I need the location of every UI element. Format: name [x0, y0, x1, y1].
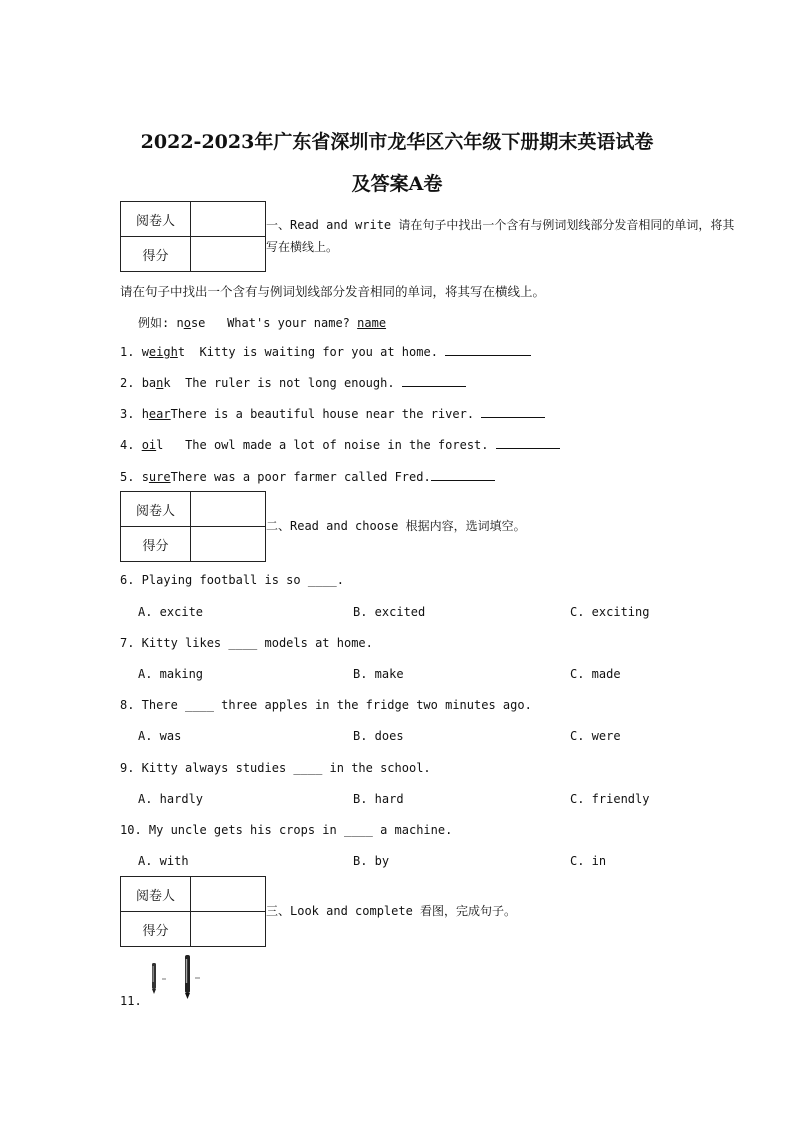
section2-heading: 二、Read and choose 根据内容，选词填空。 — [266, 519, 526, 533]
pen-small-icon — [148, 960, 168, 996]
question-9-stem: 9. Kitty always studies ____ in the school. — [120, 761, 431, 775]
reviewer-label: 阅卷人 — [121, 492, 191, 527]
score-label: 得分 — [121, 527, 191, 562]
question-4: 4. oil The owl made a lot of noise in the forest. — [120, 438, 560, 452]
q9-option-a[interactable]: A. hardly — [138, 792, 204, 806]
question-1: 1. weight Kitty is waiting for you at home. — [120, 345, 531, 359]
pen-large-icon — [182, 953, 206, 1001]
question-3: 3. hearThere is a beautiful house near the river. — [120, 407, 545, 421]
q6-option-a[interactable]: A. excite — [138, 605, 204, 619]
q10-option-c[interactable]: C. in — [570, 854, 607, 868]
score-label: 得分 — [121, 912, 191, 947]
document-title-line1: 2022-2023年广东省深圳市龙华区六年级下册期末英语试卷 — [140, 131, 654, 153]
section1-heading: 一、Read and write 请在句子中找出一个含有与例词划线部分发音相同的单词，将其 写在横线上。 — [266, 218, 735, 254]
example-answer: name — [357, 316, 387, 330]
score-cell — [191, 237, 266, 272]
example-word: nose — [176, 316, 206, 330]
example-line: 例如: nose What's your name? name — [138, 316, 387, 330]
score-cell — [191, 912, 266, 947]
question-8-stem: 8. There ____ three apples in the fridge two minutes ago. — [120, 698, 532, 712]
section3-heading: 三、Look and complete 看图，完成句子。 — [266, 904, 517, 918]
score-box-2 — [120, 491, 266, 562]
reviewer-cell — [191, 492, 266, 527]
reviewer-label: 阅卷人 — [121, 202, 191, 237]
q9-option-c[interactable]: C. friendly — [570, 792, 650, 806]
question-5-word: sure — [141, 470, 171, 484]
question-11-number: 11. — [120, 994, 142, 1008]
question-4-word: oil — [141, 438, 164, 452]
score-cell — [191, 527, 266, 562]
question-10-stem: 10. My uncle gets his crops in ____ a machine. — [120, 823, 453, 837]
q8-option-c[interactable]: C. were — [570, 729, 621, 743]
score-box-3 — [120, 876, 266, 947]
q8-option-a[interactable]: A. was — [138, 729, 182, 743]
reviewer-cell — [191, 202, 266, 237]
question-3-word: hear — [141, 407, 171, 421]
q7-option-b[interactable]: B. make — [353, 667, 404, 681]
reviewer-cell — [191, 877, 266, 912]
document-title-line2: 及答案A卷 — [351, 173, 443, 195]
q10-option-a[interactable]: A. with — [138, 854, 189, 868]
q7-option-c[interactable]: C. made — [570, 667, 621, 681]
q10-option-b[interactable]: B. by — [353, 854, 390, 868]
q6-option-c[interactable]: C. exciting — [570, 605, 650, 619]
q9-option-b[interactable]: B. hard — [353, 792, 404, 806]
question-7-stem: 7. Kitty likes ____ models at home. — [120, 636, 373, 650]
question-2: 2. bank The ruler is not long enough. — [120, 376, 466, 390]
answer-blank[interactable] — [445, 345, 531, 356]
section1-instruction: 请在句子中找出一个含有与例词划线部分发音相同的单词，将其写在横线上。 — [120, 284, 546, 299]
answer-blank[interactable] — [402, 376, 466, 387]
answer-blank[interactable] — [481, 407, 545, 418]
score-label: 得分 — [121, 237, 191, 272]
answer-blank[interactable] — [431, 470, 495, 481]
score-box-1 — [120, 201, 266, 272]
question-5: 5. sureThere was a poor farmer called Fred. — [120, 470, 495, 484]
q6-option-b[interactable]: B. excited — [353, 605, 426, 619]
question-6-stem: 6. Playing football is so ____. — [120, 573, 344, 587]
question-1-word: weight — [141, 345, 186, 359]
reviewer-label: 阅卷人 — [121, 877, 191, 912]
question-2-word: bank — [141, 376, 171, 390]
q7-option-a[interactable]: A. making — [138, 667, 204, 681]
answer-blank[interactable] — [496, 438, 560, 449]
q8-option-b[interactable]: B. does — [353, 729, 404, 743]
